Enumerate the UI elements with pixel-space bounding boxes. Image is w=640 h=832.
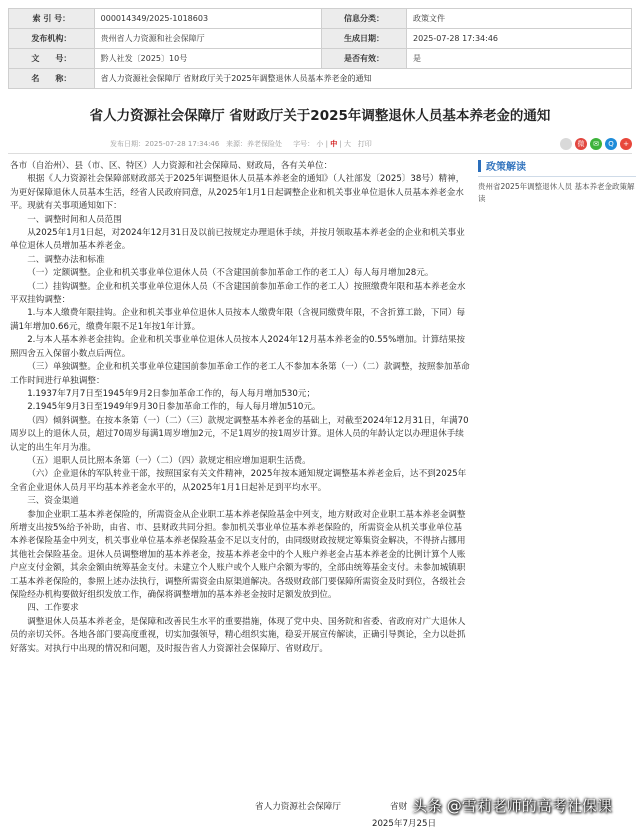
meta-value: 000014349/2025-1018603 xyxy=(94,9,321,29)
meta-label: 发布机构： xyxy=(9,29,95,49)
meta-label: 生成日期： xyxy=(321,29,406,49)
paragraph: （五）退职人员比照本条第（一）（二）（四）款规定相应增加退职生活费。 xyxy=(27,455,311,466)
paragraph: （四）倾斜调整。在按本条第（一）（二）（三）款规定调整基本养老金的基础上，对截至2024年12月31日，年满70周岁以上的退休人员，超过70周岁每满1周岁增加2元，不足1周岁的按1周岁计算。退休人员的年龄认定以办理退休手续认定的出生年月为准。 xyxy=(10,415,469,453)
accent-bar xyxy=(478,160,481,172)
section-heading: 四、工作要求 xyxy=(27,603,79,614)
issue-date: 2025年7月25日 xyxy=(372,819,437,829)
section-heading: 二、调整办法和标准 xyxy=(27,254,105,265)
section-heading: 三、资金渠道 xyxy=(27,496,79,507)
meta-row xyxy=(9,69,632,89)
paragraph: 1.与本人缴费年限挂钩。企业和机关事业单位退休人员按本人缴费年限（含视同缴费年限，不含折算工龄，下同）每满1年增加0.66元，缴费年限不足1年按1年计算。 xyxy=(10,308,466,332)
paragraph: 2.1945年9月3日至1949年9月30日参加革命工作的，每人每月增加510元。 xyxy=(27,402,321,413)
salutation: 各市（自治州）、县（市、区、特区）人力资源和社会保障局、财政局，各有关单位： xyxy=(10,161,333,171)
meta-value: 2025-07-28 17:34:46 xyxy=(407,29,632,49)
paragraph: 从2025年1月1日起，对2024年12月31日及以前已按规定办理退休手续，并按月领取基本养老金的企业和机关事业单位退休人员增加基本养老金。 xyxy=(10,228,465,252)
meta-label: 信息分类： xyxy=(321,9,406,29)
meta-row xyxy=(9,9,632,29)
section-heading: 一、调整时间和人员范围 xyxy=(27,214,122,225)
meta-label: 是否有效： xyxy=(321,49,406,69)
font-small-button[interactable]: 小 xyxy=(316,140,324,148)
meta-name-value: 省人力资源社会保障厅 省财政厅关于2025年调整退休人员基本养老金的通知 xyxy=(94,69,631,89)
font-medium-button[interactable]: 中 xyxy=(330,140,338,148)
publish-date: 发布日期：2025-07-28 17:34:46 xyxy=(110,140,220,148)
document-info-bar: 发布日期：2025-07-28 17:34:46 来源：养老保险处 字号： 小 | 中 | 大 打印 xyxy=(110,140,372,148)
meta-value: 政策文件 xyxy=(407,9,632,29)
wechat-icon[interactable]: ✉ xyxy=(590,138,602,150)
meta-label: 索 引 号： xyxy=(9,9,95,29)
meta-value: 贵州省人力资源和社会保障厅 xyxy=(94,29,321,49)
paragraph: 2.与本人基本养老金挂钩。企业和机关事业单位退休人员按本人2024年12月基本养老金的0.55%增加。计算结果按照四舍五入保留小数点后两位。 xyxy=(10,335,466,359)
paragraph: （三）单独调整。企业和机关事业单位建国前参加革命工作的老工人不参加本条第（一）（二）款调整，按照参加革命工作时间进行单独调整： xyxy=(10,362,470,386)
policy-interpretation-panel xyxy=(478,158,636,205)
paragraph: （二）挂钩调整。企业和机关事业单位退休人员（不含建国前参加革命工作的老工人）按照缴费年限和基本养老金水平双挂钩调整： xyxy=(10,281,466,306)
paragraph: 根据《人力资源社会保障部财政部关于2025年调整退休人员基本养老金的通知》（人社部发〔2025〕38号）精神，为更好保障退休人员基本生活，经省人民政府同意，从2025年1月1日起调整企业和机关事业单位退休人员基本养老金水平。现就有关事项通知如下： xyxy=(10,174,465,212)
issuer-2: 省财 xyxy=(390,802,408,812)
meta-label: 文 号： xyxy=(9,49,95,69)
meta-row xyxy=(9,49,632,69)
meta-value: 黔人社发〔2025〕10号 xyxy=(94,49,321,69)
font-large-button[interactable]: 大 xyxy=(344,140,352,148)
source: 来源：养老保险处 xyxy=(226,140,283,148)
watermark: 头条 @雪莉老师的高考社保课 xyxy=(412,797,612,815)
qq-icon[interactable]: Q xyxy=(605,138,617,150)
meta-label: 名 称： xyxy=(9,69,95,89)
meta-row xyxy=(9,29,632,49)
metadata-table xyxy=(8,8,632,89)
paragraph: 1.1937年7月7日至1945年9月2日参加革命工作的，每人每月增加530元； xyxy=(27,388,316,399)
paragraph: 调整退休人员基本养老金，是保障和改善民生水平的重要措施，体现了党中央、国务院和省委、省政府对广大退休人员的亲切关怀。各地各部门要高度重视，切实加强领导，精心组织实施，稳妥开展宣传解读，正确引导舆论，全力以赴抓好落实。对执行中出现的情况和问题，及时报告省人力资源社会保障厅、省财政厅。 xyxy=(10,616,466,654)
issuer-1: 省人力资源社会保障厅 xyxy=(255,802,341,812)
share-bar xyxy=(560,138,632,150)
panel-header xyxy=(478,158,636,177)
paragraph: （六）企业退休的军队转业干部，按照国家有关文件精神，2025年按本通知规定调整基本养老金后，达不到2025年全省企业退休人员月平均基本养老金水平的，从2025年1月1日起补足到平均水平。 xyxy=(10,469,467,493)
interpretation-link[interactable]: 贵州省2025年调整退休人员 基本养老金政策解读 xyxy=(478,182,635,203)
print-link[interactable]: 打印 xyxy=(357,140,372,148)
paragraph: （一）定额调整。企业和机关事业单位退休人员（不含建国前参加革命工作的老工人）每人每月增加28元。 xyxy=(27,268,434,279)
meta-value: 是 xyxy=(407,49,632,69)
panel-title: 政策解读 xyxy=(486,162,526,173)
font-size-label: 字号： xyxy=(293,140,315,148)
share-placeholder-icon[interactable] xyxy=(560,138,572,150)
document-body xyxy=(10,160,470,656)
divider xyxy=(8,153,632,154)
paragraph: 参加企业职工基本养老保险的，所需资金从企业职工基本养老保险基金中列支，地方财政对企业职工基本养老金调整所增支出按5%给予补助，由省、市、县财政共同分担。参加机关事业单位基本养老保险的，所需资金从机关事业单位基本养老保险基金中列支，机关事业单位基本养老保险基金不足以支付的，由同级财政按规定筹集资金解决，不得挤占挪用其他社会保险基金。退休人员调整增加的基本养老金，按基本养老金中的个人账户养老金占基本养老金的比例计算个人账户应支付金额，其余金额由统筹基金支付。未建立个人账户或个人账户余额为零的，全部由统筹基金支付。未参加城镇职工基本养老保险的，参照上述办法执行，调整所需资金由原渠道解决。各级财政部门要保障所需资金及时到位，各级社会保险经办机构要做好组织发放工作，确保将调整增加的基本养老金按时足额发放到位。 xyxy=(10,509,466,600)
weibo-icon[interactable]: 微 xyxy=(575,138,587,150)
more-share-icon[interactable]: + xyxy=(620,138,632,150)
document-title: 省人力资源社会保障厅 省财政厅关于2025年调整退休人员基本养老金的通知 xyxy=(89,108,551,124)
